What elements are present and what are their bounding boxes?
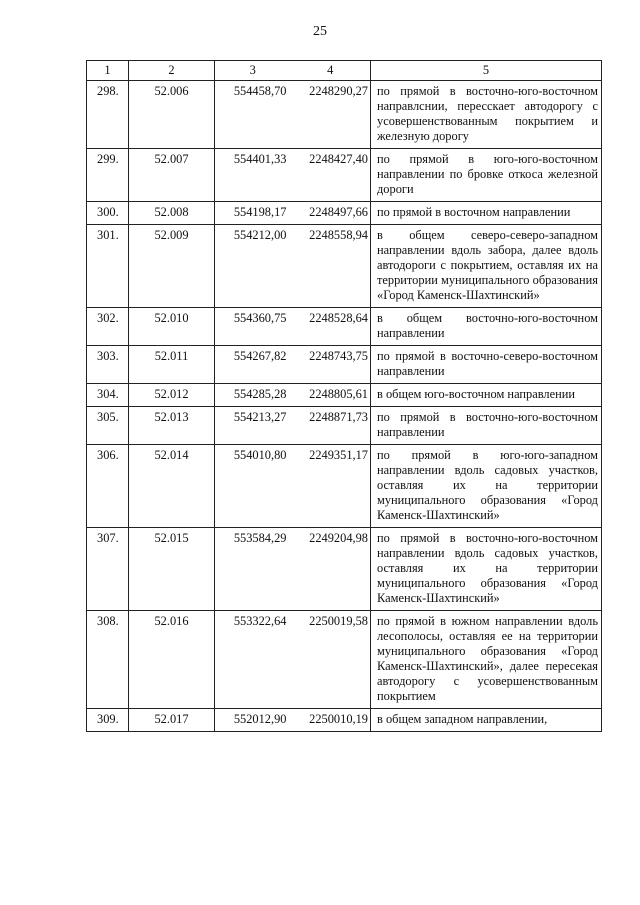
description-cell: в общем северо-северо-западном направлении вдоль забора, далее вдоль автодороги с покрытием, оставляя их на территории муниципального образования «Город Каменск-Шахтинский»: [371, 225, 602, 308]
row-number-cell: 306.: [87, 445, 129, 528]
point-id-cell: 52.007: [129, 149, 215, 202]
description-cell: в общем западном направлении,: [371, 709, 602, 732]
table-row: [87, 225, 602, 308]
table-row: [87, 308, 602, 346]
boundary-table: [86, 60, 602, 732]
row-number-cell: 307.: [87, 528, 129, 611]
table-header-row: [87, 61, 602, 81]
table-row: [87, 445, 602, 528]
description-cell: по прямой в восточно-юго-восточном направлении вдоль садовых участков, оставляя их на территории муниципального образования «Город Каменск-Шахтинский»: [371, 528, 602, 611]
row-number-cell: 305.: [87, 407, 129, 445]
row-number-cell: 300.: [87, 202, 129, 225]
row-number-cell: 299.: [87, 149, 129, 202]
description-cell: в общем восточно-юго-восточном направлении: [371, 308, 602, 346]
coordinate-y-cell: 2248743,75: [291, 346, 371, 384]
point-id-cell: 52.010: [129, 308, 215, 346]
coordinate-x-cell: 554360,75: [215, 308, 291, 346]
table-row: [87, 202, 602, 225]
coordinate-x-cell: 554010,80: [215, 445, 291, 528]
description-cell: по прямой в юго-юго-восточном направлении по бровке откоса железной дороги: [371, 149, 602, 202]
header-col-4: 4: [291, 61, 371, 81]
table-row: [87, 149, 602, 202]
row-number-cell: 301.: [87, 225, 129, 308]
coordinate-x-cell: 554267,82: [215, 346, 291, 384]
point-id-cell: 52.013: [129, 407, 215, 445]
table-row: [87, 611, 602, 709]
header-col-1: 1: [87, 61, 129, 81]
coordinate-y-cell: 2248497,66: [291, 202, 371, 225]
point-id-cell: 52.015: [129, 528, 215, 611]
description-cell: по прямой в южном направлении вдоль лесополосы, оставляя ее на территории муниципального образования «Город Каменск-Шахтинский», далее пересекая автодорогу с усовершенствованным покрытием: [371, 611, 602, 709]
header-col-5: 5: [371, 61, 602, 81]
coordinate-y-cell: 2248871,73: [291, 407, 371, 445]
row-number-cell: 304.: [87, 384, 129, 407]
point-id-cell: 52.012: [129, 384, 215, 407]
point-id-cell: 52.016: [129, 611, 215, 709]
description-cell: в общем юго-восточном направлении: [371, 384, 602, 407]
coordinate-y-cell: 2248528,64: [291, 308, 371, 346]
point-id-cell: 52.008: [129, 202, 215, 225]
coordinate-x-cell: 554213,27: [215, 407, 291, 445]
coordinate-x-cell: 554401,33: [215, 149, 291, 202]
coordinate-y-cell: 2248558,94: [291, 225, 371, 308]
coordinate-x-cell: 552012,90: [215, 709, 291, 732]
point-id-cell: 52.006: [129, 81, 215, 149]
row-number-cell: 298.: [87, 81, 129, 149]
header-col-2: 2: [129, 61, 215, 81]
table-row: [87, 528, 602, 611]
point-id-cell: 52.009: [129, 225, 215, 308]
point-id-cell: 52.017: [129, 709, 215, 732]
coordinate-x-cell: 554458,70: [215, 81, 291, 149]
table-row: [87, 346, 602, 384]
description-cell: по прямой в восточно-юго-восточном направлснии, пересскает автодорогу с усовершенствованным покрытием и железную дорогу: [371, 81, 602, 149]
table-row: [87, 384, 602, 407]
coordinate-y-cell: 2250010,19: [291, 709, 371, 732]
table-body: [87, 81, 602, 732]
coordinate-y-cell: 2249204,98: [291, 528, 371, 611]
coordinate-y-cell: 2250019,58: [291, 611, 371, 709]
coordinate-y-cell: 2249351,17: [291, 445, 371, 528]
page-number: 25: [313, 24, 327, 39]
coordinate-y-cell: 2248290,27: [291, 81, 371, 149]
row-number-cell: 308.: [87, 611, 129, 709]
point-id-cell: 52.011: [129, 346, 215, 384]
point-id-cell: 52.014: [129, 445, 215, 528]
row-number-cell: 309.: [87, 709, 129, 732]
coordinate-x-cell: 554285,28: [215, 384, 291, 407]
table-row: [87, 81, 602, 149]
coordinate-x-cell: 554198,17: [215, 202, 291, 225]
description-cell: по прямой в юго-юго-западном направлении вдоль садовых участков, оставляя их на территории муниципального образования «Город Каменск-Шахтинский»: [371, 445, 602, 528]
header-col-3: 3: [215, 61, 291, 81]
description-cell: по прямой в восточно-северо-восточном направлении: [371, 346, 602, 384]
coordinate-y-cell: 2248427,40: [291, 149, 371, 202]
coordinate-x-cell: 554212,00: [215, 225, 291, 308]
row-number-cell: 302.: [87, 308, 129, 346]
coordinate-x-cell: 553584,29: [215, 528, 291, 611]
table-row: [87, 709, 602, 732]
coordinate-x-cell: 553322,64: [215, 611, 291, 709]
row-number-cell: 303.: [87, 346, 129, 384]
coordinate-y-cell: 2248805,61: [291, 384, 371, 407]
description-cell: по прямой в восточном направлении: [371, 202, 602, 225]
table-row: [87, 407, 602, 445]
description-cell: по прямой в восточно-юго-восточном направлении: [371, 407, 602, 445]
